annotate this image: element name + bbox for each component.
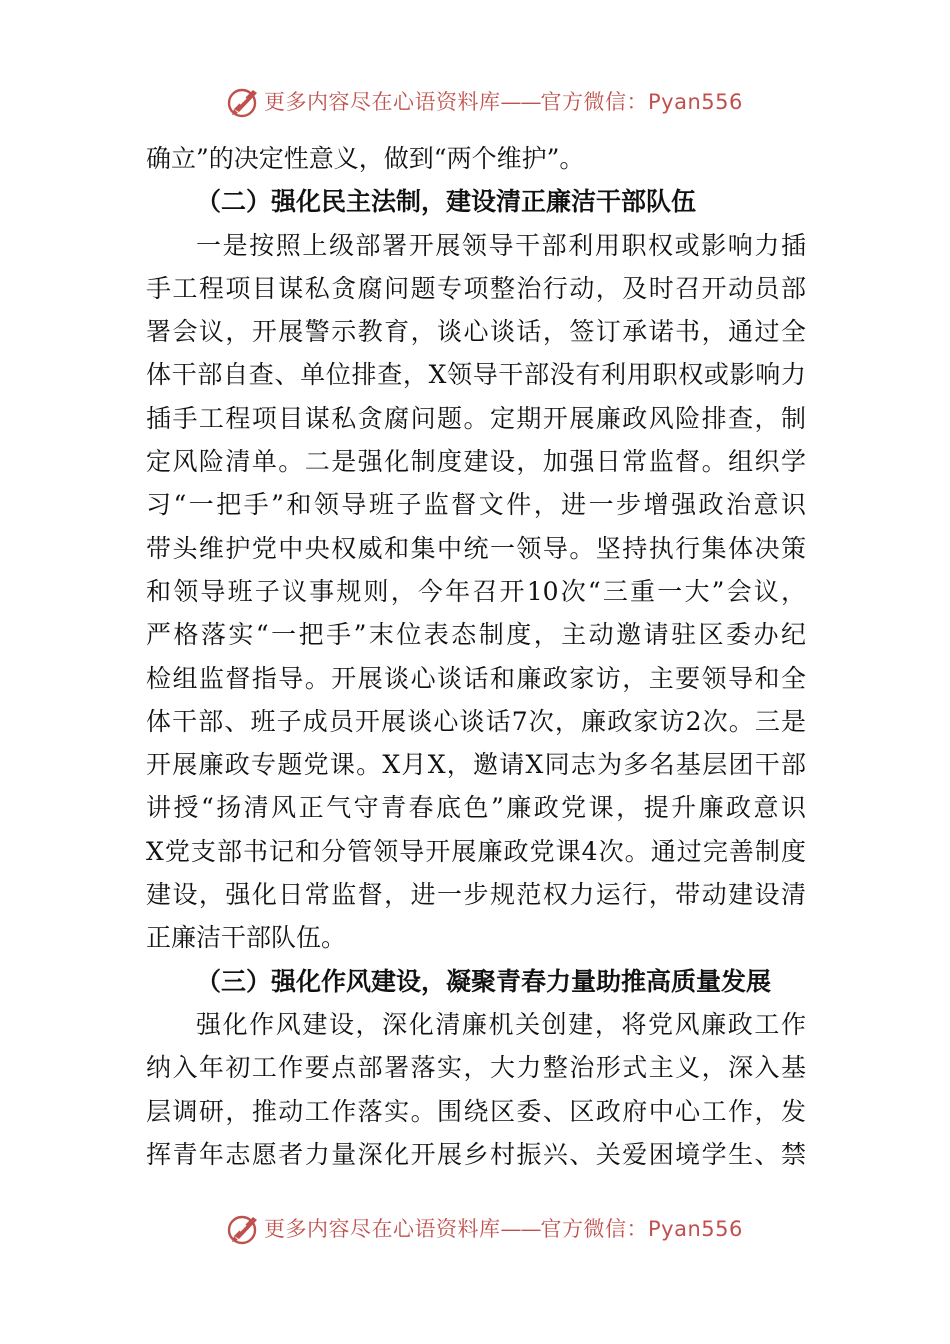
paragraph-line: 纳入年初工作要点部署落实，大力整治形式主义，深入基 — [146, 1053, 806, 1083]
paragraph-line: 和领导班子议事规则，今年召开10次“三重一大”会议， — [146, 576, 807, 606]
paragraph-line: 一是按照上级部署开展领导干部利用职权或影响力插 — [196, 230, 806, 260]
paragraph-line: 带头维护党中央权威和集中统一领导。坚持执行集体决策 — [146, 533, 806, 563]
paragraph-line: 检组监督指导。开展谈心谈话和廉政家访，主要领导和全 — [146, 663, 806, 693]
paragraph-line: 体干部、班子成员开展谈心谈话7次，廉政家访2次。三是 — [146, 706, 806, 736]
watermark-banner-bottom — [0, 1209, 950, 1249]
paragraph-line: X党支部书记和分管领导开展廉政党课4次。通过完善制度 — [146, 836, 806, 866]
paragraph-line: 层调研，推动工作落实。围绕区委、区政府中心工作，发 — [146, 1096, 806, 1126]
paragraph-line: 开展廉政专题党课。X月X，邀请X同志为多名基层团干部 — [146, 750, 806, 780]
wechat-label: 官方微信： — [540, 1217, 648, 1241]
wechat-label: 官方微信： — [540, 90, 648, 114]
paragraph-line: 建设，强化日常监督，进一步规范权力运行，带动建设清 — [146, 880, 806, 910]
paragraph-line: 挥青年志愿者力量深化开展乡村振兴、关爱困境学生、禁 — [146, 1139, 806, 1169]
paragraph-line: 强化作风建设，深化清廉机关创建，将党风廉政工作 — [196, 1009, 806, 1039]
watermark-banner-top — [0, 82, 950, 122]
paragraph-line: 确立”的决定性意义，做到“两个维护”。 — [146, 144, 585, 173]
paragraph-line: 定风险清单。二是强化制度建设，加强日常监督。组织学 — [146, 447, 806, 477]
section-heading: （二）强化民主法制，建设清正廉洁干部队伍 — [196, 187, 697, 217]
banner-separator: —— — [500, 90, 541, 114]
paragraph-line: 插手工程项目谋私贪腐问题。定期开展廉政风险排查，制 — [146, 403, 806, 433]
paragraph-line: 手工程项目谋私贪腐问题专项整治行动，及时召开动员部 — [146, 273, 806, 303]
paragraph-line: 严格落实“一把手”末位表态制度，主动邀请驻区委办纪 — [146, 620, 806, 650]
paragraph-line: 讲授“扬清风正气守青春底色”廉政党课，提升廉政意识 — [146, 793, 806, 823]
paragraph-line: 习“一把手”和领导班子监督文件，进一步增强政治意识 — [146, 490, 806, 520]
wechat-id: Pyan556 — [648, 1217, 743, 1241]
wechat-id: Pyan556 — [648, 90, 743, 114]
section-heading: （三）强化作风建设，凝聚青春力量助推高质量发展 — [196, 966, 772, 996]
body-text — [146, 137, 806, 1176]
pen-circle-logo-icon — [226, 1211, 262, 1247]
paragraph-line: 署会议，开展警示教育，谈心谈话，签订承诺书，通过全 — [146, 317, 806, 347]
library-name: 更多内容尽在心语资料库 — [264, 1217, 501, 1241]
pen-circle-logo-icon — [226, 84, 262, 120]
banner-separator: —— — [500, 1217, 541, 1241]
paragraph-line: 体干部自查、单位排查，X领导干部没有利用职权或影响力 — [146, 360, 806, 390]
watermark-text — [264, 88, 743, 116]
paragraph-line: 正廉洁干部队伍。 — [146, 923, 347, 953]
library-name: 更多内容尽在心语资料库 — [264, 90, 501, 114]
watermark-text — [264, 1215, 743, 1243]
